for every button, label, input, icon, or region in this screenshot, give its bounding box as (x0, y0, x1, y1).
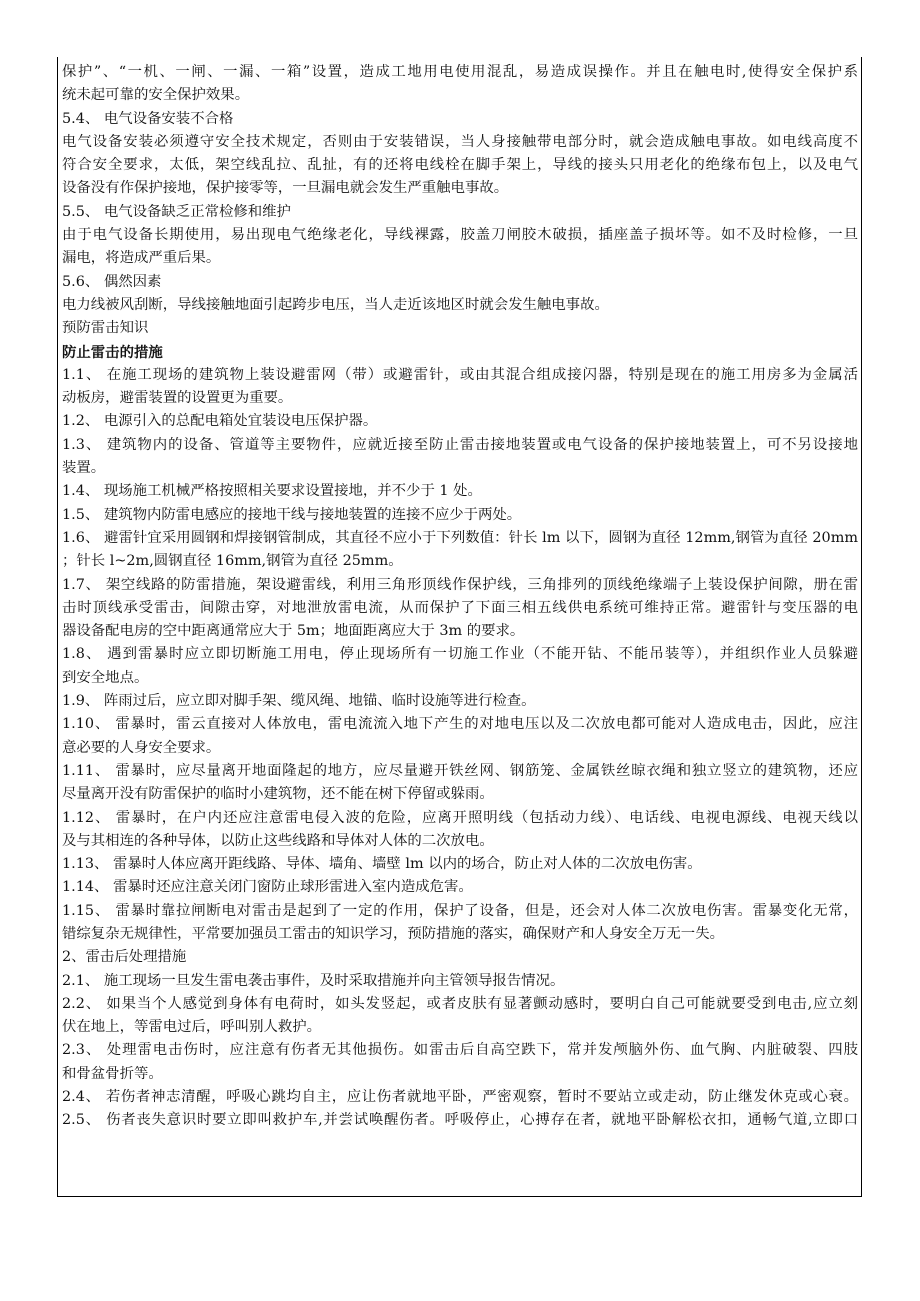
section-heading: 防止雷击的措施 (62, 343, 163, 361)
text-line: 设备没有作保护接地，保护接零等，一旦漏电就会发生严重触电事故。 (62, 180, 509, 197)
text-line: 1.13、 雷暴时人体应离开距线路、导体、墙角、墙壁 lm 以内的场合，防止对人体的二次放电伤害。 (62, 856, 702, 873)
text-line: 装置。 (62, 460, 106, 477)
text-line: ；针长 l~2m,圆钢直径 16mm,钢管为直径 25mm。 (62, 553, 403, 570)
text-line: 击时顶线承受雷击，间隙击穿，对地泄放雷电流，从而保护了下面三相五线供电系统可维持正常。避雷针与变压器的电 (62, 599, 858, 616)
text-line: 1.15、 雷暴时靠拉闸断电对雷击是起到了一定的作用，保护了设备，但是，还会对人体二次放电伤害。雷暴变化无常， (62, 902, 858, 919)
text-line: 和骨盆骨折等。 (62, 1065, 163, 1082)
text-line: 错综复杂无规律性，平常要加强员工雷击的知识学习，预防措施的落实，确保财产和人身安全万无一失。 (62, 925, 724, 942)
text-line: 2.2、 如果当个人感觉到身体有电荷时，如头发竖起，或者皮肤有显著颤动感时，要明白自己可能就要受到电击,应立刻 (62, 995, 858, 1012)
text-line: 及与其相连的各种导体，以防止这些线路和导体对人体的二次放电。 (62, 832, 494, 849)
text-line: 1.1、 在施工现场的建筑物上装设避雷网（带）或避雷针，或由其混合组成接闪器，特别是现在的施工用房多为金属活 (62, 366, 858, 383)
text-line: 统未起可靠的安全保护效果。 (62, 87, 250, 104)
text-line: 器设备配电房的空中距离通常应大于 5m；地面距离应大于 3m 的要求。 (62, 623, 525, 640)
text-line: 1.5、 建筑物内防雷电感应的接地干线与接地装置的连接不应少于两处。 (62, 506, 522, 523)
text-line: 2.1、 施工现场一旦发生雷电袭击事件，及时采取措施并向主管领导报告情况。 (62, 972, 565, 989)
text-line: 1.7、 架空线路的防雷措施，架设避雷线，利用三角形顶线作保护线，三角排列的顶线绝缘端子上装设保护间隙，册在雷 (62, 576, 858, 593)
text-line: 尽量离开没有防雷保护的临时小建筑物，还不能在树下停留或躲雨。 (62, 786, 494, 803)
text-line: 由于电气设备长期使用，易出现电气绝缘老化，导线裸露，胶盖刀闸胶木破损，插座盖子损坏等。如不及时检修，一旦 (62, 227, 858, 244)
text-line: 动板房，避雷装置的设置更为重要。 (62, 390, 293, 407)
text-line: 1.2、 电源引入的总配电箱处宜装设电压保护器。 (62, 413, 378, 430)
text-line: 1.9、 阵雨过后，应立即对脚手架、缆风绳、地锚、临时设施等进行检查。 (62, 693, 536, 710)
text-line: 漏电，将造成严重后果。 (62, 250, 221, 267)
text-line: 1.10、 雷暴时，雷云直接对人体放电，雷电流流入地下产生的对地电压以及二次放电都可能对人造成电击，因此，应注 (62, 716, 858, 733)
text-line: 意必要的人身安全要求。 (62, 739, 221, 756)
text-line: 预防雷击知识 (62, 320, 149, 337)
text-line: 2.5、 伤者丧失意识时要立即叫救护车,并尝试唤醒伤者。呼吸停止，心搏存在者，就地平卧解松衣扣，通畅气道,立即口 (62, 1112, 858, 1129)
text-line: 1.11、 雷暴时，应尽量离开地面隆起的地方，应尽量避开铁丝网、钢筋笼、金属铁丝晾衣绳和独立竖立的建筑物，还应 (62, 762, 858, 779)
text-line: 1.8、 遇到雷暴时应立即切断施工用电，停止现场所有一切施工作业（不能开钻、不能吊装等），并组织作业人员躲避 (62, 646, 858, 663)
text-line: 符合安全要求，太低，架空线乱拉、乱扯，有的还将电线栓在脚手架上，导线的接头只用老化的绝缘布包上，以及电气 (62, 157, 858, 174)
text-line: 电气设备安装必须遵守安全技术规定，否则由于安装错误，当人身接触带电部分时，就会造成触电事故。如电线高度不 (62, 133, 858, 150)
text-line: 1.4、 现场施工机械严格按照相关要求设置接地，并不少于 1 处。 (62, 483, 482, 500)
text-line: 保护”、“一机、一闸、一漏、一箱”设置，造成工地用电使用混乱，易造成误操作。并且在触电时,使得安全保护系 (62, 64, 858, 80)
text-line: 1.6、 避雷针宜采用圆钢和焊接钢管制成，其直径不应小于下列数值：针长 lm 以下，圆钢为直径 12mm,钢管为直径 20mm (62, 529, 858, 546)
text-line: 5.6、 偶然因素 (62, 273, 162, 290)
text-line: 5.4、 电气设备安装不合格 (62, 110, 234, 127)
text-line: 5.5、 电气设备缺乏正常检修和维护 (62, 203, 291, 220)
document-table-cell (57, 57, 862, 1197)
text-line: 2.4、 若伤者神志清醒，呼吸心跳均自主，应让伤者就地平卧，严密观察，暂时不要站立或走动，防止继发休克或心衰。 (62, 1089, 858, 1106)
text-line: 2、雷击后处理措施 (62, 949, 187, 966)
text-line: 到安全地点。 (62, 669, 149, 686)
text-line: 1.3、 建筑物内的设备、管道等主要物件，应就近接至防止雷击接地装置或电气设备的保护接地装置上，可不另设接地 (62, 436, 858, 453)
text-line: 1.14、 雷暴时还应注意关闭门窗防止球形雷进入室内造成危害。 (62, 879, 473, 896)
text-line: 1.12、 雷暴时，在户内还应注意雷电侵入波的危险，应离开照明线（包括动力线）、电话线、电视电源线、电视天线以 (62, 809, 858, 826)
text-line: 电力线被风刮断，导线接触地面引起跨步电压，当人走近该地区时就会发生触电事故。 (62, 296, 609, 313)
text-line: 2.3、 处理雷电击伤时，应注意有伤者无其他损伤。如雷击后自高空跌下，常并发颅脑外伤、血气胸、内脏破裂、四肢 (62, 1042, 858, 1059)
text-line: 伏在地上，等雷电过后，呼叫别人救护。 (62, 1019, 322, 1036)
